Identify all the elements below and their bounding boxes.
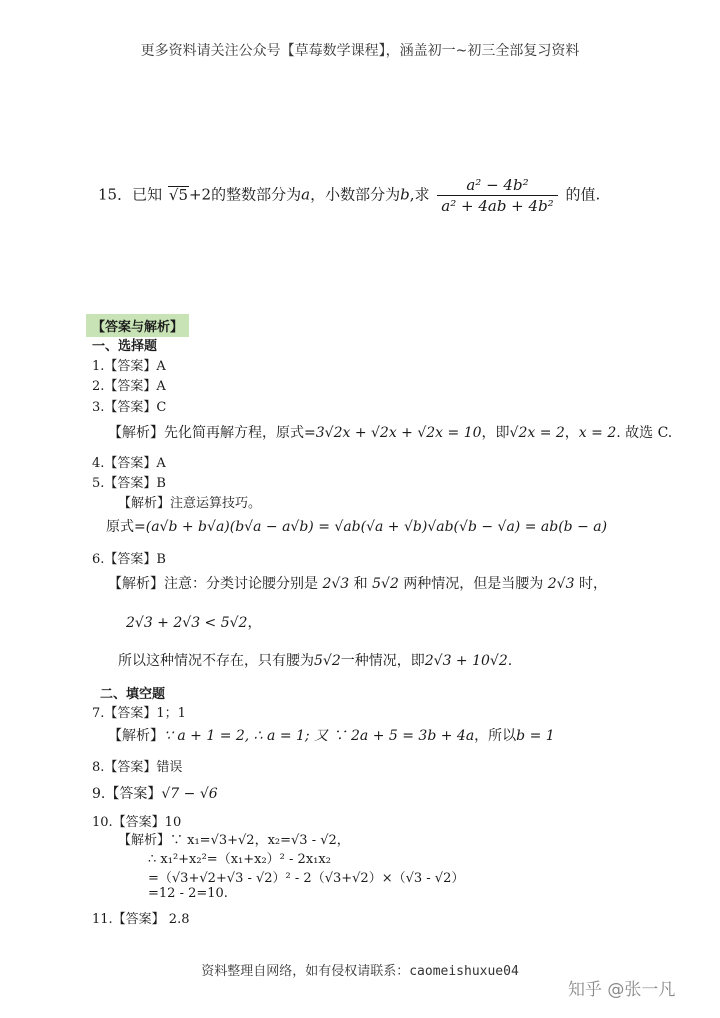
answer-title: 【答案与解析】 — [86, 314, 189, 337]
analysis-7: 【解析】∵ a + 1 = 2, ∴ a = 1; 又 ∵ 2a + 5 = 3b + 4a，所以b = 1 — [108, 728, 555, 744]
analysis-5: 【解析】注意运算技巧。 — [118, 496, 262, 511]
answer-2: 2.【答案】A — [92, 379, 166, 394]
question-15: 15．已知 √5+2的整数部分为a，小数部分为b,求 $\frac{\text{a² − 4b²}}{\text{a² + 4ab + 4b²}}$ 的值. — [98, 176, 601, 215]
answer-3: 3.【答案】C — [92, 400, 167, 415]
page-header: 更多资料请关注公众号【草莓数学课程】，涵盖初一~初三全部复习资料 — [140, 43, 580, 59]
answer-11: 11.【答案】 2.8 — [92, 912, 190, 927]
answer-6: 6.【答案】B — [92, 552, 166, 567]
answer-9: 9.【答案】√7 − √6 — [92, 786, 218, 802]
analysis-3: 【解析】先化简再解方程，原式=3√2x + √2x + √2x = 10，即√2x = 2，x = 2. 故选 C. — [108, 425, 673, 441]
conclusion-6: 所以这种情况不存在，只有腰为5√2一种情况，即2√3 + 10√2. — [118, 653, 513, 669]
fraction: $\frac{\text{a² − 4b²}}{\text{a² + 4ab + 4b²}}$ — [437, 176, 557, 215]
inequality-6: 2√3 + 2√3 < 5√2， — [126, 615, 262, 631]
section-1-title: 一、选择题 — [92, 339, 158, 354]
answer-1: 1.【答案】A — [92, 359, 166, 374]
answer-10: 10.【答案】10 — [92, 815, 182, 830]
analysis-10-line-4: =12 - 2=10. — [148, 886, 228, 901]
analysis-10-line-2: ∴ x₁²+x₂²=（x₁+x₂）² - 2x₁x₂ — [148, 852, 331, 867]
watermark: 知乎 @张一凡 — [568, 980, 676, 1000]
surd: √5 — [168, 185, 188, 204]
answer-4: 4.【答案】A — [92, 456, 166, 471]
analysis-6: 【解析】注意：分类讨论腰分别是 2√3 和 5√2 两种情况，但是当腰为 2√3 时， — [108, 576, 607, 592]
page-footer: 资料整理自网络，如有侵权请联系：caomeishuxue04 — [201, 964, 519, 979]
answer-7: 7.【答案】1；1 — [92, 706, 186, 721]
answer-8: 8.【答案】错误 — [92, 760, 183, 775]
analysis-10-line-3: =（√3+√2+√3 - √2）² - 2（√3+√2）×（√3 - √2） — [148, 871, 465, 886]
section-2-title: 二、填空题 — [100, 687, 166, 702]
analysis-10-line-1: 【解析】∵ x₁=√3+√2，x₂=√3 - √2， — [118, 833, 350, 848]
formula-5: 原式=(a√b + b√a)(b√a − a√b) = √ab(√a + √b)√ab(√b − √a) = ab(b − a) — [106, 519, 608, 535]
answer-5: 5.【答案】B — [92, 476, 166, 491]
